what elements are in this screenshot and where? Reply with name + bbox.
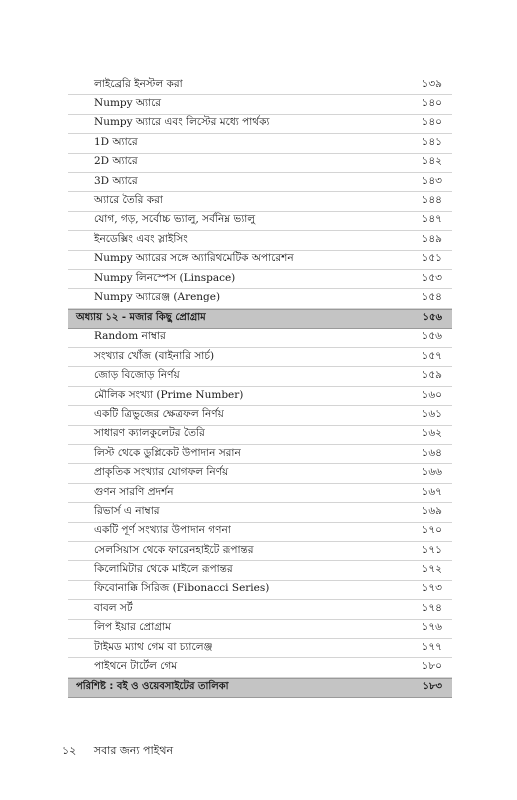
entry-title: 1D অ্যারে xyxy=(94,135,138,148)
entry-title: রিভার্স এ নাম্বার xyxy=(94,504,160,517)
page-number: ১৭৭ xyxy=(421,640,442,653)
entry-title: টাইমড ম্যাথ গেম বা চ্যালেঞ্জ xyxy=(94,640,213,653)
page-number: ১৪৩ xyxy=(421,174,442,187)
page-number: ১৪৯ xyxy=(421,232,442,245)
toc-entry-row xyxy=(68,406,452,425)
toc-entry-row xyxy=(68,329,452,348)
toc-entry-row xyxy=(68,484,452,503)
page-number: ১৫৭ xyxy=(421,349,442,362)
toc-entry-row xyxy=(68,581,452,600)
toc-entry-row xyxy=(68,639,452,658)
page-number: ১৬৬ xyxy=(421,466,442,479)
page-number: ১৩৯ xyxy=(421,77,442,90)
toc-entry-row xyxy=(68,542,452,561)
entry-title: সেলসিয়াস থেকে ফারেনহাইটে রূপান্তর xyxy=(94,543,254,556)
entry-title: ফিবোনাক্কি সিরিজ (Fibonacci Series) xyxy=(94,582,270,595)
table-of-contents xyxy=(68,76,452,698)
entry-title: লিস্ট থেকে ডুপ্লিকেট উপাদান সরান xyxy=(94,446,241,459)
page-number: ১৫৬ xyxy=(421,330,442,343)
chapter-title: অধ্যায় ১২ - মজার কিছু প্রোগ্রাম xyxy=(76,312,206,324)
entry-title: পাইথনে টার্টেল গেম xyxy=(94,660,178,673)
entry-title: যোগ, গড়, সর্বোচ্চ ভ্যালু, সর্বনিম্ন ভ্যালু xyxy=(94,213,256,226)
page-number: ১৬৭ xyxy=(421,485,442,498)
entry-title: লিপ ইয়ার প্রোগ্রাম xyxy=(94,621,171,634)
toc-entry-row xyxy=(68,523,452,542)
toc-chapter-row xyxy=(68,309,452,329)
entry-title: প্রাকৃতিক সংখ্যার যোগফল নির্ণয় xyxy=(94,466,229,479)
page-number: ১৫৩ xyxy=(421,271,442,284)
toc-entry-row xyxy=(68,503,452,522)
entry-title: জোড় বিজোড় নির্ণয় xyxy=(94,369,180,382)
page-number: ১৫৬ xyxy=(422,312,442,324)
page-number: ১৪৭ xyxy=(421,213,442,226)
toc-chapter-row xyxy=(68,678,452,698)
toc-entry-row xyxy=(68,387,452,406)
toc-entry-row xyxy=(68,173,452,192)
page-number: ১৬১ xyxy=(421,407,442,420)
entry-title: Numpy অ্যারে xyxy=(94,97,162,110)
toc-entry-row xyxy=(68,115,452,134)
toc-entry-row xyxy=(68,561,452,580)
toc-entry-row xyxy=(68,620,452,639)
entry-title: Numpy লিনস্পেস (Linspace) xyxy=(94,271,236,284)
toc-entry-row xyxy=(68,154,452,173)
page-footer xyxy=(62,742,173,761)
entry-title: 3D অ্যারে xyxy=(94,174,138,187)
page-number: ১৬৯ xyxy=(421,504,442,517)
toc-entry-row xyxy=(68,600,452,619)
toc-entry-row xyxy=(68,426,452,445)
entry-title: একটি পূর্ণ সংখ্যার উপাদান গণনা xyxy=(94,524,231,537)
toc-entry-row xyxy=(68,212,452,231)
entry-title: একটি ত্রিভুজের ক্ষেত্রফল নির্ণয় xyxy=(94,407,224,420)
page-number: ১৬২ xyxy=(421,427,442,440)
page-number: ১৪১ xyxy=(421,135,442,148)
page-number: ১৬০ xyxy=(421,388,442,401)
page-number: ১৫১ xyxy=(421,252,442,265)
toc-entry-row xyxy=(68,367,452,386)
page-number: ১৪৪ xyxy=(421,194,442,207)
toc-entry-row xyxy=(68,289,452,308)
toc-entry-row xyxy=(68,658,452,677)
toc-entry-row xyxy=(68,95,452,114)
entry-title: Numpy অ্যারেঞ্জ (Arenge) xyxy=(94,290,221,303)
entry-title: ইনডেক্সিং এবং স্লাইসিং xyxy=(94,232,188,245)
page-number: ১৪০ xyxy=(421,116,442,129)
page-number: ১৪২ xyxy=(421,155,442,168)
entry-title: লাইব্রেরি ইনস্টল করা xyxy=(94,77,183,90)
entry-title: সাধারণ ক্যালকুলেটর তৈরি xyxy=(94,427,205,440)
entry-title: বাবল সর্ট xyxy=(94,601,133,614)
page-number: ১৫৪ xyxy=(421,290,442,303)
entry-title: 2D অ্যারে xyxy=(94,155,138,168)
page-number: ১৬৪ xyxy=(421,446,442,459)
toc-entry-row xyxy=(68,348,452,367)
page-number: ১৭৬ xyxy=(421,621,442,634)
entry-title: Random নাম্বার xyxy=(94,330,166,343)
toc-entry-row xyxy=(68,76,452,95)
toc-entry-row xyxy=(68,134,452,153)
chapter-title: পরিশিষ্ট : বই ও ওয়েবসাইটের তালিকা xyxy=(76,681,229,693)
entry-title: মৌলিক সংখ্যা (Prime Number) xyxy=(94,388,244,401)
entry-title: Numpy অ্যারে এবং লিস্টের মধ্যে পার্থক্য xyxy=(94,116,270,129)
entry-title: গুণন সারণি প্রদর্শন xyxy=(94,485,174,498)
page-number: ১৭২ xyxy=(421,563,442,576)
entry-title: অ্যারে তৈরি করা xyxy=(94,194,163,207)
page-number: ১৭৪ xyxy=(421,601,442,614)
toc-entry-row xyxy=(68,445,452,464)
page-number: ১৭১ xyxy=(421,543,442,556)
entry-title: কিলোমিটার থেকে মাইলে রূপান্তর xyxy=(94,563,233,576)
toc-entry-row xyxy=(68,192,452,211)
footer-book-title: সবার জন্য পাইথন xyxy=(93,744,174,757)
toc-entry-row xyxy=(68,270,452,289)
page-number: ১৭৩ xyxy=(421,582,442,595)
entry-title: সংখ্যার খোঁজ (বাইনারি সার্চ) xyxy=(94,349,215,362)
page-number: ১৮৩ xyxy=(422,681,442,693)
page-number: ১৭০ xyxy=(421,524,442,537)
toc-entry-row xyxy=(68,464,452,483)
toc-entry-row xyxy=(68,251,452,270)
page-number: ১৪০ xyxy=(421,97,442,110)
toc-entry-row xyxy=(68,231,452,250)
footer-page-number: ১২ xyxy=(62,744,77,757)
page-number: ১৮০ xyxy=(421,660,442,673)
entry-title: Numpy অ্যারের সঙ্গে অ্যারিথমেটিক অপারেশন xyxy=(94,252,294,265)
page-number: ১৫৯ xyxy=(421,369,442,382)
